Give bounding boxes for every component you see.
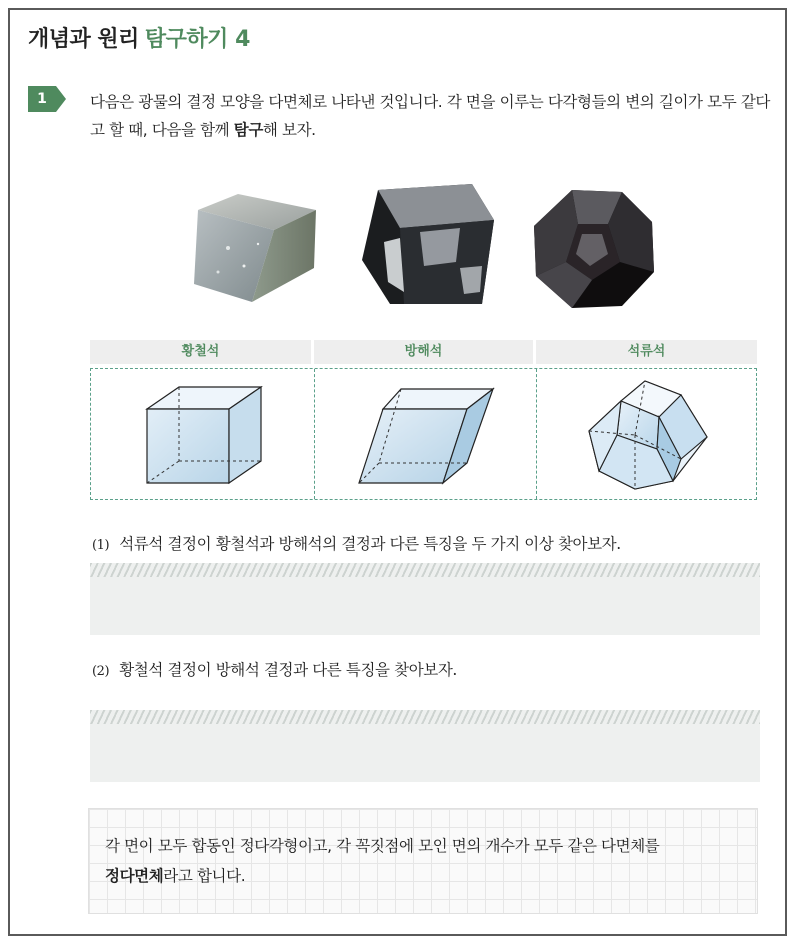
mineral-header-pyrite: 황철석 <box>90 340 311 364</box>
cube-diagram <box>141 383 271 487</box>
question-text: 황철석 결정이 방해석 결정과 다른 특징을 찾아보자. <box>119 661 457 679</box>
answer-area-2[interactable] <box>90 710 760 782</box>
definition-box <box>88 808 758 914</box>
definition-text <box>105 831 745 891</box>
problem-body-end: 해 보자. <box>262 121 316 139</box>
heading-prefix: 개념과 원리 <box>28 27 139 52</box>
mineral-header-garnet: 석류석 <box>536 340 757 364</box>
calcite-photo <box>360 182 496 310</box>
definition-term: 정다면체 <box>105 867 164 885</box>
answer-stripe <box>90 710 760 724</box>
page-frame <box>8 8 787 936</box>
question-1 <box>92 532 621 554</box>
definition-body: 각 면이 모두 합동인 정다각형이고, 각 꼭짓점에 모인 면의 개수가 모두 같은 다면체를 <box>105 837 660 855</box>
mineral-photos <box>10 178 789 318</box>
mineral-header-calcite: 방해석 <box>314 340 533 364</box>
heading-accent: 탐구하기 4 <box>144 27 250 52</box>
problem-number-badge <box>28 86 64 112</box>
problem-body: 다음은 광물의 결정 모양을 다면체로 나타낸 것입니다. 각 면을 이루는 다각형들의 변의 길이가 모두 같다고 할 때, 다음을 함께 <box>90 93 770 139</box>
question-number: (1) <box>92 538 110 553</box>
table-divider <box>314 369 315 499</box>
garnet-photo <box>532 188 656 310</box>
badge-arrow <box>56 86 66 112</box>
pyrite-photo <box>188 188 318 306</box>
table-divider <box>536 369 537 499</box>
answer-area-1[interactable] <box>90 563 760 635</box>
rhombic-dodecahedron-diagram <box>585 379 711 491</box>
problem-text <box>90 88 770 144</box>
definition-end: 라고 합니다. <box>163 867 246 885</box>
polyhedra-table <box>90 368 757 500</box>
question-number: (2) <box>92 664 110 679</box>
problem-bold: 탐구 <box>233 121 263 139</box>
question-text: 석류석 결정이 황철석과 방해석의 결정과 다른 특징을 두 가지 이상 찾아보자. <box>119 535 621 553</box>
question-2 <box>92 658 457 680</box>
answer-stripe <box>90 563 760 577</box>
rhombohedron-diagram <box>353 383 503 487</box>
section-heading <box>28 22 250 53</box>
problem-number: 1 <box>28 86 56 112</box>
